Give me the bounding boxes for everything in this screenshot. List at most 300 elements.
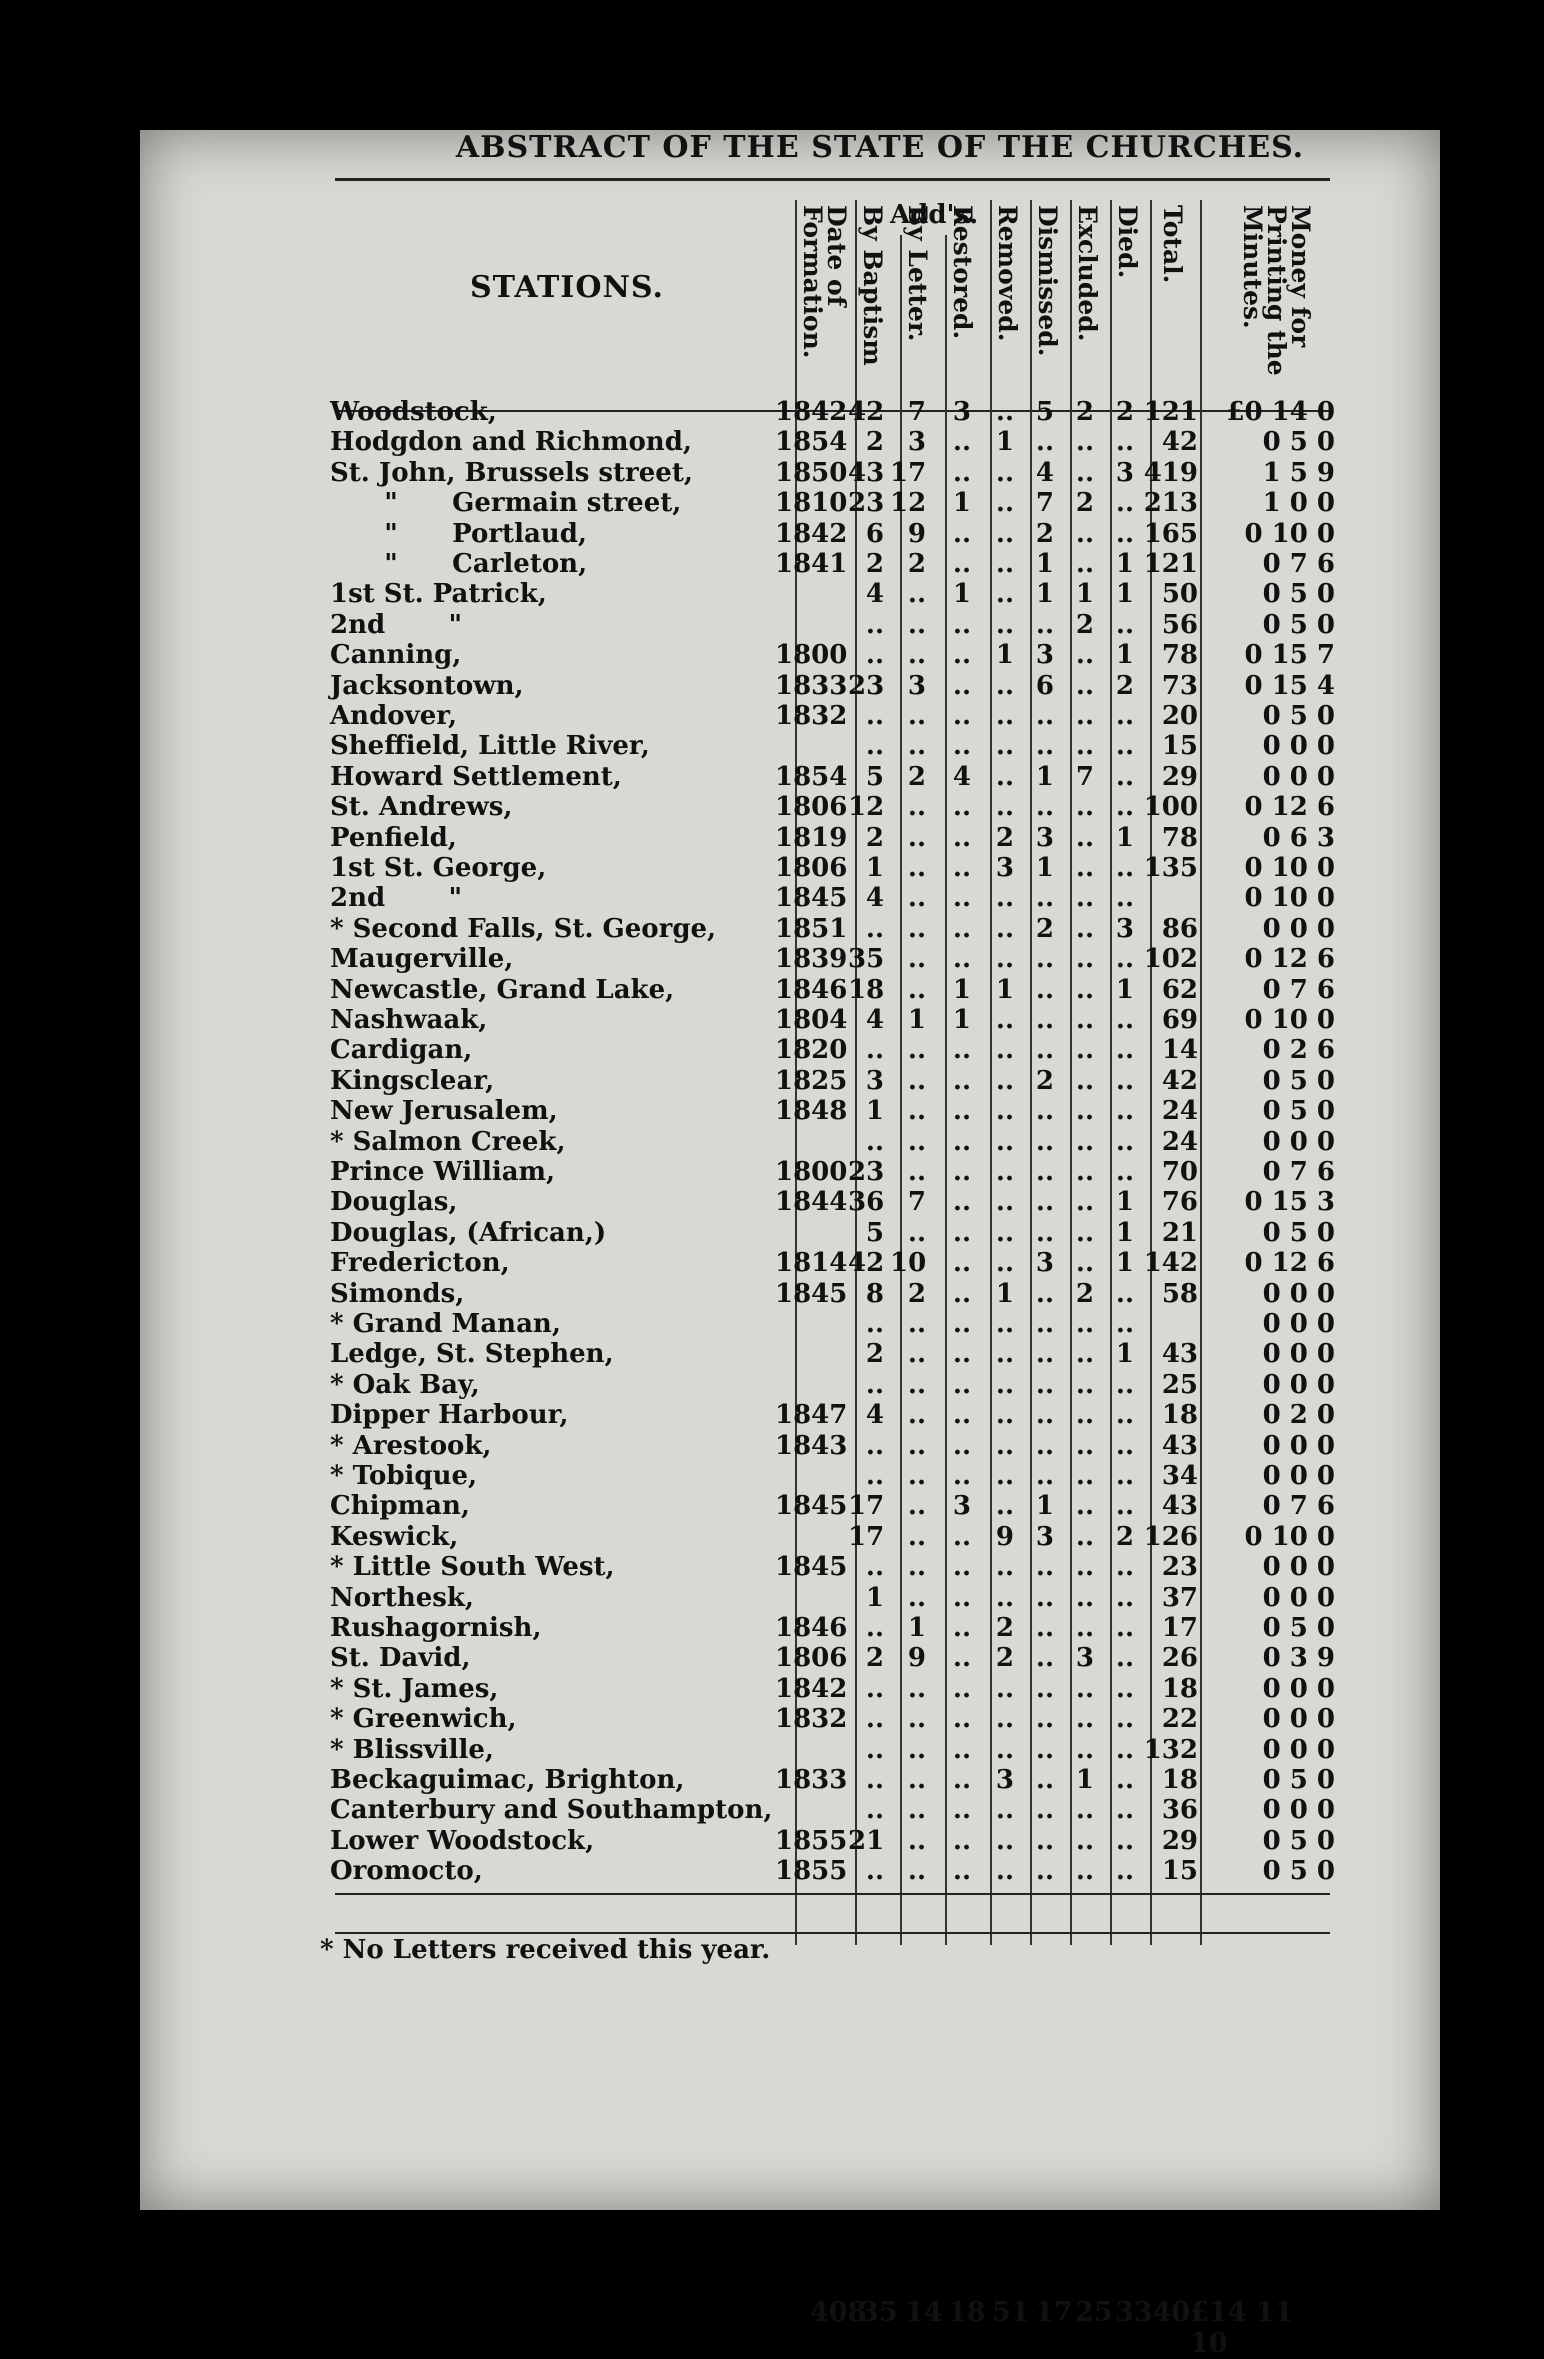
- cell-restored: ..: [952, 944, 971, 975]
- cell-removed: ..: [995, 1430, 1014, 1461]
- cell-letter: 7: [907, 1187, 926, 1218]
- cell-baptism: ..: [865, 913, 884, 944]
- cell-excluded: 2: [1075, 397, 1094, 427]
- cell-money: 0 0 0: [1262, 1369, 1335, 1400]
- cell-total: 69: [1161, 1005, 1198, 1035]
- station-name: Woodstock,: [330, 397, 497, 427]
- cell-removed: ..: [995, 1339, 1014, 1370]
- station-name: Andover,: [330, 701, 458, 731]
- cell-removed: ..: [995, 1309, 1014, 1339]
- cell-removed: ..: [995, 1035, 1014, 1066]
- cell-restored: ..: [952, 1400, 971, 1431]
- cell-excluded: ..: [1075, 1552, 1094, 1583]
- cell-money: 0 0 0: [1262, 1582, 1335, 1613]
- cell-letter: 3: [907, 670, 926, 701]
- cell-letter: ..: [907, 1521, 926, 1552]
- cell-money: 0 0 0: [1262, 1339, 1335, 1370]
- adds-group-header: Add's.: [890, 200, 979, 230]
- cell-died: ..: [1115, 944, 1134, 975]
- cell-letter: ..: [907, 1765, 926, 1795]
- cell-baptism: ..: [865, 609, 884, 640]
- cell-excluded: ..: [1075, 1035, 1094, 1066]
- cell-date: 1845: [775, 1278, 848, 1309]
- cell-excluded: ..: [1075, 913, 1094, 944]
- cell-removed: ..: [995, 1582, 1014, 1613]
- cell-dismissed: 3: [1035, 1248, 1054, 1279]
- cell-died: 1: [1115, 974, 1134, 1005]
- station-name: Oromocto,: [330, 1856, 483, 1887]
- station-name: Newcastle, Grand Lake,: [330, 974, 675, 1005]
- cell-money: £0 14 0: [1226, 397, 1335, 427]
- cell-dismissed: ..: [1035, 1856, 1054, 1887]
- cell-money: 0 10 0: [1244, 883, 1335, 914]
- cell-total: 18: [1161, 1400, 1198, 1431]
- station-name: Jacksontown,: [330, 670, 524, 701]
- cell-removed: 2: [995, 1643, 1014, 1674]
- cell-excluded: ..: [1075, 1582, 1094, 1613]
- cell-died: 1: [1115, 822, 1134, 853]
- cell-restored: ..: [952, 1552, 971, 1583]
- cell-died: ..: [1115, 1278, 1134, 1309]
- cell-letter: ..: [907, 1096, 926, 1127]
- cell-total: 21: [1161, 1217, 1198, 1248]
- table-row: [330, 1673, 1335, 1704]
- cell-baptism: 8: [865, 1278, 884, 1309]
- cell-restored: ..: [952, 1065, 971, 1096]
- cell-total: 70: [1161, 1157, 1198, 1187]
- cell-removed: ..: [995, 1734, 1014, 1765]
- page-heading: ABSTRACT OF THE STATE OF THE CHURCHES.: [455, 130, 1305, 165]
- cell-removed: 1: [995, 974, 1014, 1005]
- cell-restored: 1: [952, 579, 971, 610]
- table-row: [330, 1734, 1335, 1765]
- table-row: [330, 792, 1335, 823]
- cell-restored: ..: [952, 670, 971, 701]
- cell-date: 1800: [775, 640, 848, 671]
- table-row: [330, 518, 1335, 549]
- cell-dismissed: ..: [1035, 1126, 1054, 1157]
- cell-letter: ..: [907, 792, 926, 823]
- cell-removed: 2: [995, 822, 1014, 853]
- cell-total: 15: [1161, 731, 1198, 762]
- cell-baptism: 36: [848, 1187, 885, 1218]
- station-name: * Oak Bay,: [330, 1369, 480, 1400]
- cell-date: 1832: [775, 1704, 848, 1735]
- cell-money: 0 0 0: [1262, 1126, 1335, 1157]
- cell-restored: ..: [952, 1856, 971, 1887]
- cell-total: 121: [1143, 397, 1198, 427]
- cell-dismissed: 5: [1035, 397, 1054, 427]
- cell-excluded: ..: [1075, 1217, 1094, 1248]
- cell-dismissed: ..: [1035, 1673, 1054, 1704]
- cell-date: 1800: [775, 1157, 848, 1187]
- table-row: [330, 1035, 1335, 1066]
- cell-baptism: ..: [865, 1430, 884, 1461]
- cell-died: ..: [1115, 853, 1134, 883]
- station-name: Canterbury and Southampton,: [330, 1795, 773, 1826]
- cell-restored: ..: [952, 1278, 971, 1309]
- cell-dismissed: ..: [1035, 1369, 1054, 1400]
- cell-total: 36: [1161, 1795, 1198, 1826]
- cell-removed: ..: [995, 1157, 1014, 1187]
- cell-letter: ..: [907, 1430, 926, 1461]
- cell-baptism: 23: [848, 1157, 885, 1187]
- cell-money: 0 5 0: [1262, 579, 1335, 610]
- cell-died: ..: [1115, 761, 1134, 792]
- cell-total: 213: [1143, 488, 1198, 519]
- cell-restored: ..: [952, 457, 971, 488]
- cell-died: ..: [1115, 1065, 1134, 1096]
- cell-baptism: ..: [865, 1035, 884, 1066]
- cell-total: 43: [1161, 1491, 1198, 1522]
- cell-date: 1842: [775, 1673, 848, 1704]
- cell-date: 1848: [775, 1096, 848, 1127]
- cell-removed: ..: [995, 1461, 1014, 1491]
- cell-baptism: ..: [865, 1369, 884, 1400]
- station-name: Lower Woodstock,: [330, 1825, 595, 1856]
- station-name: * Tobique,: [330, 1461, 478, 1491]
- station-name: Chipman,: [330, 1491, 470, 1522]
- cell-total: 18: [1161, 1765, 1198, 1795]
- cell-restored: ..: [952, 1673, 971, 1704]
- station-name: * Arestook,: [330, 1430, 492, 1461]
- cell-money: 0 2 6: [1262, 1035, 1335, 1066]
- cell-dismissed: 2: [1035, 518, 1054, 549]
- cell-restored: ..: [952, 549, 971, 579]
- cell-total: 42: [1161, 1065, 1198, 1096]
- cell-letter: ..: [907, 1369, 926, 1400]
- cell-excluded: ..: [1075, 1157, 1094, 1187]
- cell-removed: ..: [995, 397, 1014, 427]
- heading-rule: [335, 178, 1330, 181]
- cell-money: 0 0 0: [1262, 731, 1335, 762]
- cell-restored: ..: [952, 1157, 971, 1187]
- cell-letter: ..: [907, 913, 926, 944]
- cell-dismissed: ..: [1035, 1582, 1054, 1613]
- cell-date: 1847: [775, 1400, 848, 1431]
- cell-restored: ..: [952, 1734, 971, 1765]
- cell-removed: ..: [995, 1552, 1014, 1583]
- cell-letter: ..: [907, 1673, 926, 1704]
- cell-restored: ..: [952, 1248, 971, 1279]
- cell-baptism: 2: [865, 1339, 884, 1370]
- cell-restored: 1: [952, 974, 971, 1005]
- cell-excluded: ..: [1075, 853, 1094, 883]
- cell-died: 1: [1115, 1339, 1134, 1370]
- cell-restored: ..: [952, 701, 971, 731]
- cell-date: 1846: [775, 974, 848, 1005]
- table-row: [330, 1825, 1335, 1856]
- table-row: [330, 883, 1335, 914]
- table-row: [330, 1309, 1335, 1339]
- cell-letter: ..: [907, 1035, 926, 1066]
- table-row: [330, 397, 1335, 427]
- cell-excluded: ..: [1075, 1339, 1094, 1370]
- cell-restored: ..: [952, 1339, 971, 1370]
- cell-excluded: ..: [1075, 1704, 1094, 1735]
- cell-restored: ..: [952, 427, 971, 458]
- cell-money: 0 5 0: [1262, 1765, 1335, 1795]
- cell-died: ..: [1115, 792, 1134, 823]
- station-name: 2nd ": [330, 609, 463, 640]
- table-row: [330, 1795, 1335, 1826]
- cell-removed: ..: [995, 1065, 1014, 1096]
- cell-excluded: 2: [1075, 1278, 1094, 1309]
- cell-letter: ..: [907, 944, 926, 975]
- cell-dismissed: ..: [1035, 944, 1054, 975]
- cell-excluded: ..: [1075, 1521, 1094, 1552]
- cell-baptism: 2: [865, 549, 884, 579]
- cell-date: 1855: [775, 1856, 848, 1887]
- cell-letter: ..: [907, 1217, 926, 1248]
- cell-letter: 1: [907, 1613, 926, 1643]
- cell-restored: ..: [952, 1643, 971, 1674]
- cell-baptism: ..: [865, 1126, 884, 1157]
- cell-total: 18: [1161, 1673, 1198, 1704]
- station-name: " Carleton,: [330, 549, 588, 579]
- cell-baptism: ..: [865, 1613, 884, 1643]
- total-excluded: 25: [1075, 2297, 1113, 2328]
- cell-died: 2: [1115, 397, 1134, 427]
- cell-died: ..: [1115, 518, 1134, 549]
- cell-letter: ..: [907, 1704, 926, 1735]
- cell-died: 1: [1115, 579, 1134, 610]
- cell-date: 1806: [775, 1643, 848, 1674]
- station-name: " Portlaud,: [330, 518, 587, 549]
- cell-dismissed: 1: [1035, 761, 1054, 792]
- cell-died: 2: [1115, 1521, 1134, 1552]
- cell-total: 132: [1143, 1734, 1198, 1765]
- cell-letter: 2: [907, 761, 926, 792]
- station-name: * Little South West,: [330, 1552, 615, 1583]
- cell-restored: ..: [952, 1704, 971, 1735]
- cell-dismissed: ..: [1035, 1765, 1054, 1795]
- cell-baptism: 42: [848, 1248, 885, 1279]
- cell-money: 0 0 0: [1262, 1430, 1335, 1461]
- cell-money: 0 0 0: [1262, 1734, 1335, 1765]
- cell-date: 1820: [775, 1035, 848, 1066]
- cell-excluded: ..: [1075, 822, 1094, 853]
- cell-date: 1843: [775, 1430, 848, 1461]
- cell-money: 0 5 0: [1262, 1065, 1335, 1096]
- cell-died: ..: [1115, 1734, 1134, 1765]
- cell-died: 3: [1115, 457, 1134, 488]
- cell-letter: ..: [907, 1734, 926, 1765]
- cell-letter: ..: [907, 822, 926, 853]
- cell-dismissed: ..: [1035, 1187, 1054, 1218]
- cell-dismissed: ..: [1035, 1217, 1054, 1248]
- cell-money: 0 2 0: [1262, 1400, 1335, 1431]
- cell-money: 0 7 6: [1262, 974, 1335, 1005]
- cell-removed: 3: [995, 853, 1014, 883]
- station-name: Douglas, (African,): [330, 1217, 607, 1248]
- cell-dismissed: 1: [1035, 579, 1054, 610]
- cell-baptism: 5: [865, 1217, 884, 1248]
- cell-excluded: ..: [1075, 427, 1094, 458]
- cell-removed: ..: [995, 1491, 1014, 1522]
- cell-total: 22: [1161, 1704, 1198, 1735]
- cell-removed: ..: [995, 1704, 1014, 1735]
- cell-removed: ..: [995, 1400, 1014, 1431]
- station-name: Simonds,: [330, 1278, 465, 1309]
- cell-dismissed: ..: [1035, 1096, 1054, 1127]
- cell-excluded: 3: [1075, 1643, 1094, 1674]
- cell-baptism: ..: [865, 1461, 884, 1491]
- table-row: [330, 974, 1335, 1005]
- cell-excluded: ..: [1075, 1734, 1094, 1765]
- cell-baptism: 4: [865, 579, 884, 610]
- cell-removed: ..: [995, 1217, 1014, 1248]
- station-name: Prince William,: [330, 1157, 556, 1187]
- cell-money: 1 5 9: [1262, 457, 1335, 488]
- cell-date: 1814: [775, 1248, 848, 1279]
- cell-died: ..: [1115, 883, 1134, 914]
- cell-total: 29: [1161, 1825, 1198, 1856]
- table-row: [330, 579, 1335, 610]
- cell-letter: 2: [907, 549, 926, 579]
- cell-dismissed: ..: [1035, 1430, 1054, 1461]
- cell-date: 1854: [775, 761, 848, 792]
- cell-removed: ..: [995, 883, 1014, 914]
- station-name: * Salmon Creek,: [330, 1126, 566, 1157]
- cell-restored: ..: [952, 1369, 971, 1400]
- cell-money: 0 0 0: [1262, 1309, 1335, 1339]
- cell-excluded: ..: [1075, 974, 1094, 1005]
- cell-total: 42: [1161, 427, 1198, 458]
- cell-excluded: ..: [1075, 701, 1094, 731]
- cell-total: 43: [1161, 1430, 1198, 1461]
- table-row: [330, 1704, 1335, 1735]
- cell-total: 56: [1161, 609, 1198, 640]
- cell-money: 0 0 0: [1262, 1704, 1335, 1735]
- table-row: [330, 1400, 1335, 1431]
- cell-dismissed: 4: [1035, 457, 1054, 488]
- cell-letter: ..: [907, 731, 926, 762]
- cell-total: 165: [1143, 518, 1198, 549]
- station-name: Sheffield, Little River,: [330, 731, 650, 762]
- cell-total: 73: [1161, 670, 1198, 701]
- cell-letter: ..: [907, 640, 926, 671]
- table-row: [330, 913, 1335, 944]
- cell-total: 43: [1161, 1339, 1198, 1370]
- cell-money: 0 3 9: [1262, 1643, 1335, 1674]
- cell-restored: ..: [952, 1187, 971, 1218]
- cell-baptism: ..: [865, 640, 884, 671]
- table-row: [330, 1217, 1335, 1248]
- cell-baptism: ..: [865, 1552, 884, 1583]
- cell-letter: ..: [907, 853, 926, 883]
- table-row: [330, 1369, 1335, 1400]
- cell-removed: ..: [995, 518, 1014, 549]
- table-row: [330, 488, 1335, 519]
- cell-date: 1844: [775, 1187, 848, 1218]
- cell-letter: ..: [907, 1856, 926, 1887]
- cell-baptism: 12: [848, 792, 885, 823]
- cell-letter: ..: [907, 883, 926, 914]
- cell-excluded: ..: [1075, 1795, 1094, 1826]
- cell-letter: ..: [907, 609, 926, 640]
- cell-letter: 7: [907, 397, 926, 427]
- cell-died: ..: [1115, 427, 1134, 458]
- cell-dismissed: ..: [1035, 1795, 1054, 1826]
- cell-dismissed: ..: [1035, 1704, 1054, 1735]
- table-row: [330, 549, 1335, 579]
- cell-money: 0 5 0: [1262, 427, 1335, 458]
- cell-date: 1833: [775, 1765, 848, 1795]
- cell-restored: 3: [952, 397, 971, 427]
- cell-total: 419: [1143, 457, 1198, 488]
- cell-date: 1845: [775, 1552, 848, 1583]
- table-row: [330, 1643, 1335, 1674]
- cell-died: ..: [1115, 1613, 1134, 1643]
- cell-baptism: 1: [865, 853, 884, 883]
- table-row: [330, 1157, 1335, 1187]
- cell-dismissed: ..: [1035, 1734, 1054, 1765]
- table-row: [330, 731, 1335, 762]
- cell-restored: ..: [952, 853, 971, 883]
- cell-restored: ..: [952, 1613, 971, 1643]
- cell-died: ..: [1115, 488, 1134, 519]
- cell-dismissed: 3: [1035, 640, 1054, 671]
- cell-letter: ..: [907, 1795, 926, 1826]
- total-removed: 18: [948, 2297, 986, 2328]
- cell-total: 86: [1161, 913, 1198, 944]
- cell-excluded: 2: [1075, 488, 1094, 519]
- station-name: Fredericton,: [330, 1248, 510, 1279]
- total-dismissed: 17: [1035, 2297, 1073, 2328]
- table-row: [330, 427, 1335, 458]
- table-row: [330, 1339, 1335, 1370]
- station-name: * Greenwich,: [330, 1704, 517, 1735]
- station-name: Penfield,: [330, 822, 457, 853]
- cell-money: 0 15 4: [1244, 670, 1335, 701]
- cell-restored: ..: [952, 1765, 971, 1795]
- station-name: " Germain street,: [330, 488, 682, 519]
- cell-letter: ..: [907, 1461, 926, 1491]
- cell-dismissed: ..: [1035, 883, 1054, 914]
- cell-removed: ..: [995, 1126, 1014, 1157]
- cell-baptism: 17: [848, 1521, 885, 1552]
- cell-baptism: 4: [865, 1400, 884, 1431]
- cell-removed: ..: [995, 579, 1014, 610]
- table-row: [330, 1552, 1335, 1583]
- cell-removed: ..: [995, 913, 1014, 944]
- table-row: [330, 1278, 1335, 1309]
- total-members: 3340: [1115, 2297, 1191, 2328]
- cell-dismissed: ..: [1035, 1278, 1054, 1309]
- cell-date: 1806: [775, 792, 848, 823]
- cell-total: 58: [1161, 1278, 1198, 1309]
- cell-restored: ..: [952, 1461, 971, 1491]
- cell-letter: ..: [907, 1825, 926, 1856]
- cell-baptism: 1: [865, 1096, 884, 1127]
- cell-money: 0 0 0: [1262, 1795, 1335, 1826]
- table-row: [330, 1521, 1335, 1552]
- cell-total: 24: [1161, 1126, 1198, 1157]
- cell-money: 0 10 0: [1244, 1005, 1335, 1035]
- cell-total: 121: [1143, 549, 1198, 579]
- cell-baptism: ..: [865, 1704, 884, 1735]
- cell-letter: ..: [907, 1157, 926, 1187]
- cell-died: ..: [1115, 1704, 1134, 1735]
- station-name: Nashwaak,: [330, 1005, 488, 1035]
- cell-died: 1: [1115, 1248, 1134, 1279]
- cell-baptism: 1: [865, 1582, 884, 1613]
- station-name: St. David,: [330, 1643, 471, 1674]
- table-row: [330, 761, 1335, 792]
- cell-baptism: ..: [865, 1856, 884, 1887]
- cell-total: 76: [1161, 1187, 1198, 1218]
